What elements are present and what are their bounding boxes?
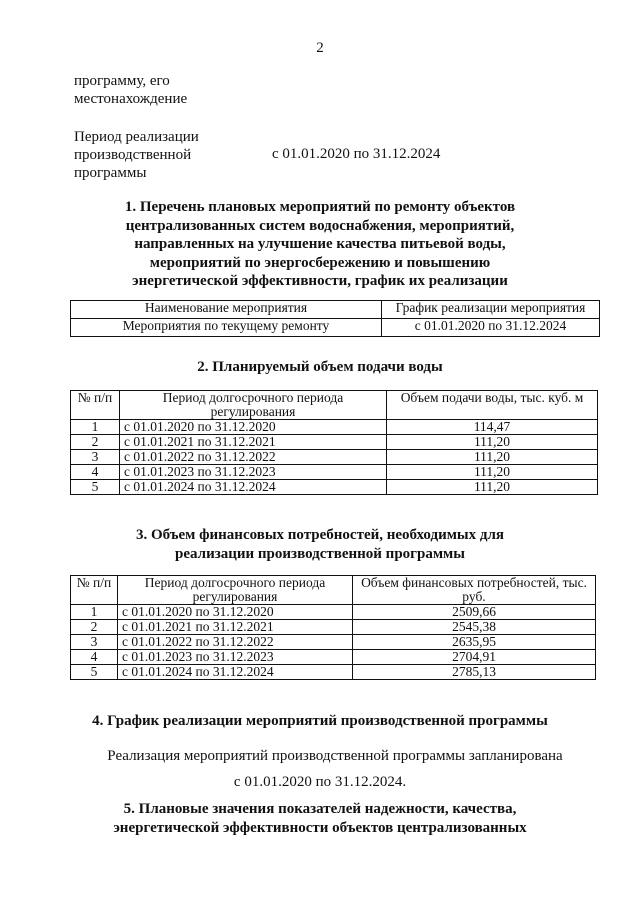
row-period: с 01.01.2021 по 31.12.2021: [120, 435, 387, 450]
table-row: [71, 435, 598, 450]
table-row: [71, 420, 598, 435]
section3-title: [0, 526, 640, 564]
table-row: [71, 480, 598, 495]
row-period: с 01.01.2023 по 31.12.2023: [120, 465, 387, 480]
table-row: [71, 665, 596, 680]
row-number: 1: [71, 420, 120, 435]
row-value: 2545,38: [353, 620, 596, 635]
row-period: с 01.01.2022 по 31.12.2022: [120, 450, 387, 465]
table-row: [71, 450, 598, 465]
header-period: Период долгосрочного периода регулирования: [120, 391, 387, 420]
table-row: [71, 319, 600, 337]
row-value: 2509,66: [353, 605, 596, 620]
row-period: с 01.01.2022 по 31.12.2022: [118, 635, 353, 650]
header-line: местонахождение: [74, 91, 188, 107]
header-financial-volume: Объем финансовых потребностей, тыс. руб.: [353, 576, 596, 605]
activity-name-cell: Мероприятия по текущему ремонту: [71, 319, 382, 337]
water-supply-table: [70, 390, 598, 495]
table-row: [71, 635, 596, 650]
section3-title-line: реализации производственной программы: [175, 546, 465, 562]
header-number: № п/п: [71, 576, 118, 605]
table-row: [71, 605, 596, 620]
row-value: 111,20: [387, 435, 598, 450]
header-period: Период долгосрочного периода регулирования: [118, 576, 353, 605]
section3-title-line: 3. Объем финансовых потребностей, необходимых для: [135, 527, 505, 543]
section2-title: 2. Планируемый объем подачи воды: [197, 359, 443, 375]
activity-schedule-cell: с 01.01.2020 по 31.12.2024: [382, 319, 600, 337]
section1-title-line: централизованных систем водоснабжения, мероприятий,: [125, 217, 515, 234]
row-number: 3: [71, 450, 120, 465]
row-number: 1: [71, 605, 118, 620]
row-period: с 01.01.2021 по 31.12.2021: [118, 620, 353, 635]
row-number: 4: [71, 650, 118, 665]
section1-title: [0, 198, 640, 291]
row-value: 2635,95: [353, 635, 596, 650]
header-water-volume: Объем подачи воды, тыс. куб. м: [387, 391, 598, 420]
period-label-line: производственной: [74, 147, 192, 163]
row-number: 3: [71, 635, 118, 650]
header-number: № п/п: [71, 391, 120, 420]
table-header-row: [71, 576, 596, 605]
section4-text-line1: Реализация мероприятий производственной программы запланирована: [107, 748, 563, 764]
section1-title-line: мероприятий по энергосбережению и повышению: [149, 254, 491, 271]
row-number: 5: [71, 480, 120, 495]
section5-title-line: энергетической эффективности объектов централизованных: [113, 820, 527, 836]
table-header-row: [71, 301, 600, 319]
row-period: с 01.01.2023 по 31.12.2023: [118, 650, 353, 665]
row-value: 111,20: [387, 450, 598, 465]
row-number: 5: [71, 665, 118, 680]
period-value: с 01.01.2020 по 31.12.2024: [272, 146, 441, 162]
section4-title: 4. График реализации мероприятий производственной программы: [92, 713, 548, 729]
header-line: программу, его: [74, 73, 170, 89]
row-period: с 01.01.2020 по 31.12.2020: [120, 420, 387, 435]
financial-needs-table: [70, 575, 596, 680]
row-period: с 01.01.2020 по 31.12.2020: [118, 605, 353, 620]
row-value: 2704,91: [353, 650, 596, 665]
table-row: [71, 620, 596, 635]
row-number: 2: [71, 620, 118, 635]
period-label-line: Период реализации: [74, 129, 199, 145]
row-value: 114,47: [387, 420, 598, 435]
section5-title: [0, 800, 640, 838]
section1-title-line: направленных на улучшение качества питьевой воды,: [134, 236, 506, 252]
section4-text-line2: с 01.01.2020 по 31.12.2024.: [233, 774, 407, 790]
section5-title-line: 5. Плановые значения показателей надежности, качества,: [123, 801, 517, 817]
row-period: с 01.01.2024 по 31.12.2024: [118, 665, 353, 680]
table-row: [71, 650, 596, 665]
row-period: с 01.01.2024 по 31.12.2024: [120, 480, 387, 495]
table-header-row: [71, 391, 598, 420]
activities-table: [70, 300, 600, 337]
row-value: 111,20: [387, 480, 598, 495]
header-activity-schedule: График реализации мероприятия: [382, 301, 600, 319]
page-number: 2: [316, 40, 324, 56]
period-label-line: программы: [74, 165, 147, 181]
table-row: [71, 465, 598, 480]
section1-title-line: энергетической эффективности, график их реализации: [132, 273, 508, 289]
period-label: [74, 128, 199, 182]
section1-title-line: 1. Перечень плановых мероприятий по ремонту объектов: [124, 199, 516, 215]
row-value: 2785,13: [353, 665, 596, 680]
row-value: 111,20: [387, 465, 598, 480]
row-number: 2: [71, 435, 120, 450]
header-text: [74, 72, 187, 108]
row-number: 4: [71, 465, 120, 480]
header-activity-name: Наименование мероприятия: [71, 301, 382, 319]
